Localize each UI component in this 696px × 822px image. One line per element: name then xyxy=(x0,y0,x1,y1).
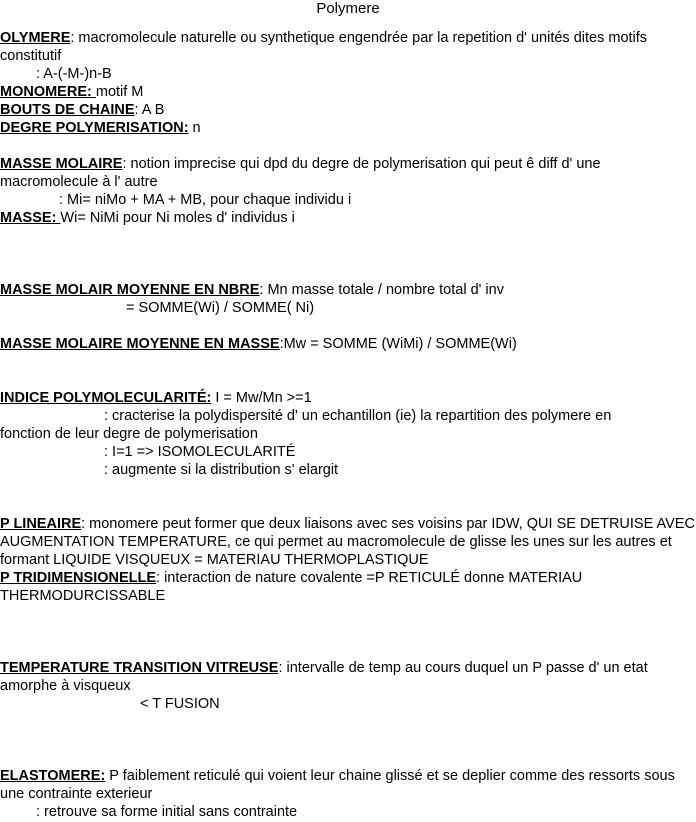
mw-term: MASSE MOLAIRE MOYENNE EN MASSE xyxy=(0,336,280,352)
elastomere-term: ELASTOMERE: xyxy=(0,768,106,784)
monomere-definition: motif M xyxy=(95,84,144,100)
spacer xyxy=(0,479,696,515)
mn-formula: = SOMME(Wi) / SOMME( Ni) xyxy=(126,300,315,316)
tridim-paragraph xyxy=(0,569,696,605)
masse-molaire-paragraph xyxy=(0,155,696,191)
degre-definition: n xyxy=(188,120,201,136)
bouts-paragraph xyxy=(0,101,696,119)
document-title: Polymere xyxy=(316,0,380,17)
masse-molaire-definition: : notion imprecise qui dpd du degre de polymerisation qui peut ê diff d' une macromolecule à l' autre xyxy=(0,156,601,190)
masse-term: MASSE: xyxy=(0,210,61,226)
lineaire-definition: : monomere peut former que deux liaisons avec ses voisins par IDW, QUI SE DETRUISE AVEC AUGMENTATION TEMPERATURE, ce qui permet au macromolecule de glisse les unes sur les autres et formant LIQUIDE VISQUEUX = MATERIAU THERMOPLASTIQUE xyxy=(0,516,695,568)
indice-paragraph xyxy=(0,389,696,407)
spacer xyxy=(0,137,696,155)
mn-definition: : Mn masse totale / nombre total d' inv xyxy=(259,282,504,298)
tridim-definition: : interaction de nature covalente =P RETICULÉ donne MATERIAU THERMODURCISSABLE xyxy=(0,570,583,604)
olymere-definition: : macromolecule naturelle ou synthetique engendrée par la repetition d' unités dites motifs constitutif xyxy=(0,30,648,64)
temp-definition: : intervalle de temp au cours duquel un P passe d' un etat amorphe à visqueux xyxy=(0,660,648,694)
mw-definition: :Mw = SOMME (WiMi) / SOMME(Wi) xyxy=(279,336,517,352)
spacer xyxy=(0,713,696,767)
bouts-definition: : A B xyxy=(134,102,165,118)
degre-paragraph xyxy=(0,119,696,137)
spacer xyxy=(0,353,696,389)
bouts-term: BOUTS DE CHAINE xyxy=(0,102,135,118)
olymere-term: OLYMERE xyxy=(0,30,71,46)
masse-definition: Wi= NiMi pour Ni moles d' individus i xyxy=(60,210,295,226)
temp-formula: < T FUSION xyxy=(140,696,220,712)
tridim-term: P TRIDIMENSIONELLE xyxy=(0,570,157,586)
indice-note-1-continued: fonction de leur degre de polymerisation xyxy=(0,426,258,442)
indice-definition: I = Mw/Mn >=1 xyxy=(211,390,312,406)
mw-paragraph xyxy=(0,335,696,353)
masse-paragraph xyxy=(0,209,696,227)
monomere-term: MONOMERE: xyxy=(0,84,96,100)
mn-paragraph xyxy=(0,281,696,299)
indice-term: INDICE POLYMOLECULARITÉ: xyxy=(0,390,212,406)
elastomere-paragraph xyxy=(0,767,696,803)
temp-paragraph xyxy=(0,659,696,695)
indice-note-1: : cracterise la polydispersité d' un echantillon (ie) la repartition des polymere en xyxy=(104,408,612,424)
elastomere-formula: : retrouve sa forme initial sans contrainte xyxy=(36,804,298,820)
olymere-paragraph xyxy=(0,29,696,65)
spacer xyxy=(0,317,696,335)
monomere-paragraph xyxy=(0,83,696,101)
spacer xyxy=(0,227,696,281)
lineaire-term: P LINEAIRE xyxy=(0,516,82,532)
mn-term: MASSE MOLAIR MOYENNE EN NBRE xyxy=(0,282,260,298)
degre-term: DEGRE POLYMERISATION: xyxy=(0,120,189,136)
olymere-formula: : A-(-M-)n-B xyxy=(36,66,112,82)
masse-molaire-formula: : Mi= niMo + MA + MB, pour chaque individu i xyxy=(59,192,352,208)
spacer xyxy=(0,605,696,659)
temp-term: TEMPERATURE TRANSITION VITREUSE xyxy=(0,660,279,676)
masse-molaire-term: MASSE MOLAIRE xyxy=(0,156,123,172)
indice-note-2: : I=1 => ISOMOLECULARITÉ xyxy=(104,444,296,460)
elastomere-definition: P faiblement reticulé qui voient leur chaine glissé et se deplier comme des ressorts sous une contrainte exterieur xyxy=(0,768,675,802)
indice-note-3: : augmente si la distribution s' elargit xyxy=(104,462,339,478)
lineaire-paragraph xyxy=(0,515,696,569)
